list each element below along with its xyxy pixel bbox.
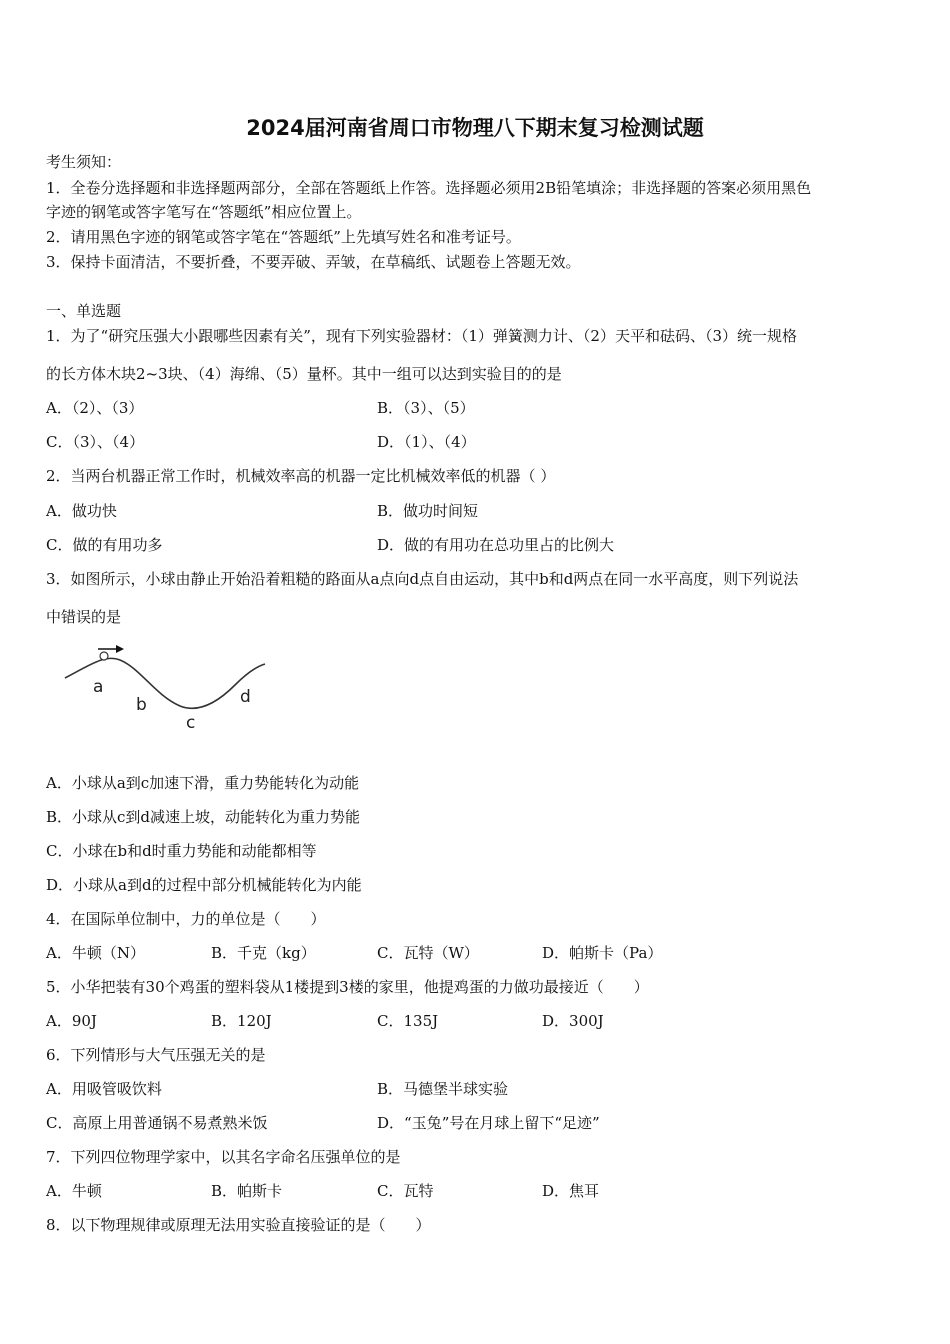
q1-option-d: D．（1）、（4） bbox=[377, 433, 476, 451]
q7-option-a: A．牛顿 bbox=[46, 1182, 102, 1200]
notice-item: 3．保持卡面清洁，不要折叠，不要弄破、弄皱，在草稿纸、试题卷上答题无效。 bbox=[46, 253, 581, 271]
point-label-c: c bbox=[186, 713, 196, 733]
q3-option-b: B．小球从c到d减速上坡，动能转化为重力势能 bbox=[46, 808, 361, 826]
curve-track-figure bbox=[60, 640, 280, 740]
q4-option-d: D．帕斯卡（Pa） bbox=[542, 944, 663, 962]
question-1-stem: 1．为了“研究压强大小跟哪些因素有关”，现有下列实验器材：（1）弹簧测力计、（2）天平和砝码、（3）统一规格 bbox=[46, 327, 798, 345]
q1-option-a: A．（2）、（3） bbox=[46, 399, 144, 417]
motion-arrow-head bbox=[116, 645, 124, 653]
q5-option-a: A．90J bbox=[46, 1012, 97, 1030]
notice-item: 1．全卷分选择题和非选择题两部分，全部在答题纸上作答。选择题必须用2B铅笔填涂；非选择题的答案必须用黑色 bbox=[46, 179, 812, 197]
q1-option-b: B．（3）、（5） bbox=[377, 399, 475, 417]
question-6-stem: 6．下列情形与大气压强无关的是 bbox=[46, 1046, 266, 1064]
q7-option-c: C．瓦特 bbox=[377, 1182, 434, 1200]
notice-item: 字迹的钢笔或答字笔写在“答题纸”相应位置上。 bbox=[46, 203, 362, 221]
question-7-stem: 7．下列四位物理学家中，以其名字命名压强单位的是 bbox=[46, 1148, 401, 1166]
notice-heading: 考生须知： bbox=[46, 153, 122, 171]
q7-option-d: D．焦耳 bbox=[542, 1182, 600, 1200]
q3-option-c: C．小球在b和d时重力势能和动能都相等 bbox=[46, 842, 317, 860]
q5-option-d: D．300J bbox=[542, 1012, 604, 1030]
q4-option-b: B．千克（kg） bbox=[211, 944, 316, 962]
page-title: 2024届河南省周口市物理八下期末复习检测试题 bbox=[246, 116, 704, 140]
q6-option-d: D．“玉兔”号在月球上留下“足迹” bbox=[377, 1114, 600, 1132]
q3-option-a: A．小球从a到c加速下滑，重力势能转化为动能 bbox=[46, 774, 360, 792]
q2-option-c: C．做的有用功多 bbox=[46, 536, 163, 554]
q6-option-a: A．用吸管吸饮料 bbox=[46, 1080, 162, 1098]
q2-option-b: B．做功时间短 bbox=[377, 502, 479, 520]
question-5-stem: 5．小华把装有30个鸡蛋的塑料袋从1楼提到3楼的家里，他提鸡蛋的力做功最接近（ ） bbox=[46, 978, 649, 996]
question-8-stem: 8．以下物理规律或原理无法用实验直接验证的是（ ） bbox=[46, 1216, 431, 1234]
q1-option-c: C．（3）、（4） bbox=[46, 433, 145, 451]
notice-item: 2．请用黑色字迹的钢笔或答字笔在“答题纸”上先填写姓名和准考证号。 bbox=[46, 228, 521, 246]
question-1-stem-cont: 的长方体木块2~3块、（4）海绵、（5）量杯。其中一组可以达到实验目的的是 bbox=[46, 365, 562, 383]
ball bbox=[100, 652, 108, 660]
question-3-stem-cont: 中错误的是 bbox=[46, 608, 122, 626]
point-label-a: a bbox=[93, 677, 104, 697]
question-4-stem: 4．在国际单位制中，力的单位是（ ） bbox=[46, 910, 326, 928]
q5-option-b: B．120J bbox=[211, 1012, 272, 1030]
q4-option-c: C．瓦特（W） bbox=[377, 944, 479, 962]
q3-option-d: D．小球从a到d的过程中部分机械能转化为内能 bbox=[46, 876, 362, 894]
question-3-stem: 3．如图所示，小球由静止开始沿着粗糙的路面从a点向d点自由运动，其中b和d两点在同一水平高度，则下列说法 bbox=[46, 570, 799, 588]
q7-option-b: B．帕斯卡 bbox=[211, 1182, 283, 1200]
section-heading: 一、单选题 bbox=[46, 302, 122, 320]
q6-option-b: B．马德堡半球实验 bbox=[377, 1080, 509, 1098]
question-2-stem: 2．当两台机器正常工作时，机械效率高的机器一定比机械效率低的机器（ ） bbox=[46, 467, 556, 485]
q2-option-a: A．做功快 bbox=[46, 502, 117, 520]
q2-option-d: D．做的有用功在总功里占的比例大 bbox=[377, 536, 615, 554]
q4-option-a: A．牛顿（N） bbox=[46, 944, 145, 962]
q5-option-c: C．135J bbox=[377, 1012, 439, 1030]
point-label-d: d bbox=[240, 687, 251, 707]
q6-option-c: C．高原上用普通锅不易煮熟米饭 bbox=[46, 1114, 268, 1132]
point-label-b: b bbox=[136, 695, 147, 715]
